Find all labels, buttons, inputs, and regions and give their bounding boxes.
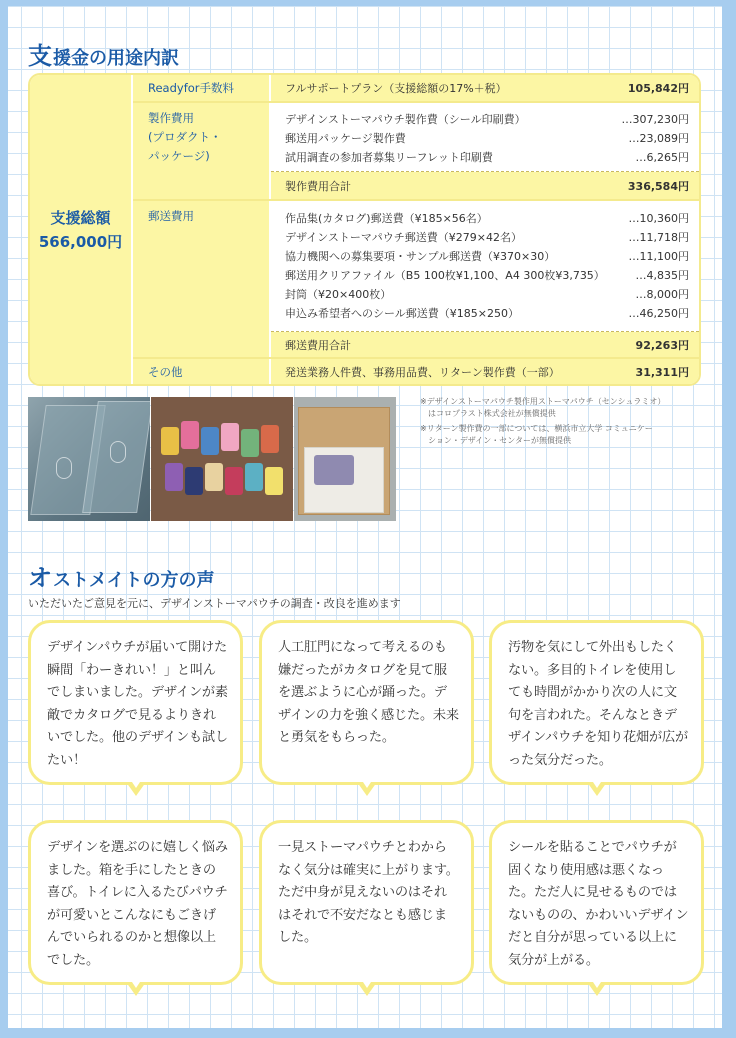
page-border-bottom <box>0 1028 736 1038</box>
voice-bubble <box>489 620 704 785</box>
item-amount: …11,100円 <box>628 250 689 263</box>
line-item <box>285 110 689 128</box>
photo-pouch-samples <box>151 397 293 521</box>
title-text: 援金の用途内訳 <box>53 48 179 69</box>
item-label: 郵送用パッケージ製作費 <box>285 132 406 145</box>
pouch-chip <box>205 463 223 491</box>
voice-bubble <box>28 620 243 785</box>
postage-total-row <box>271 332 699 357</box>
voice-bubble <box>259 620 474 785</box>
logo-shape <box>56 457 72 479</box>
bubble-tail <box>357 782 377 796</box>
pouch-chip <box>245 463 263 491</box>
note-line: ※リターン製作費の一部については、横浜市立大学 コミュニケー <box>420 424 653 433</box>
item-label: 協力機関への募集要項・サンプル郵送費（¥370×30） <box>285 250 556 263</box>
voice-text: シールを貼ることでパウチが固くなり使用感は悪くなった。ただ人に見せるものではないものの、かわいいデザインだと自分が思っている以上に気分が上がる。 <box>508 840 689 968</box>
subtotal-amount: 92,263円 <box>635 339 689 352</box>
item-amount: 105,842円 <box>627 82 689 95</box>
funding-breakdown-table <box>28 73 701 386</box>
line-item <box>285 79 689 97</box>
voice-bubble <box>259 820 474 985</box>
category-other <box>133 359 269 386</box>
line-item <box>285 148 689 166</box>
item-amount: …4,835円 <box>635 269 689 282</box>
row-other <box>271 359 699 386</box>
bubble-tail <box>357 982 377 996</box>
voices-subtitle: いただいたご意見を元に、デザインストーマパウチの調査・改良を進めます <box>28 597 401 610</box>
voice-text: デザインパウチが届いて開けた瞬間「わーきれい！」と叫んでしまいました。デザインが素敵でカタログで見るよりきれいでした。他のデザインも試したい！ <box>47 640 228 768</box>
subtotal-label: 製作費用合計 <box>285 180 351 193</box>
pouch-chip <box>161 427 179 455</box>
total-label: 支援総額 <box>50 208 111 227</box>
category-label: 製作費用 <box>148 111 194 125</box>
pouch-chip <box>181 421 199 449</box>
postage-items <box>271 201 699 329</box>
item-amount: …6,265円 <box>635 151 689 164</box>
title-initial: 支 <box>28 42 52 70</box>
category-readyfor <box>133 75 269 101</box>
note-line: はコロプラスト株式会社が無償提供 <box>420 409 556 418</box>
title-text: ストメイトの方の声 <box>53 570 215 591</box>
photo-shipping-box <box>294 397 396 521</box>
page-border-left <box>0 0 8 1038</box>
item-label: 郵送用クリアファイル（B5 100枚¥1,100、A4 300枚¥3,735） <box>285 269 605 282</box>
production-total-row <box>271 172 699 199</box>
logo-shape <box>110 441 126 463</box>
pouch-chip <box>221 423 239 451</box>
ostomate-voices-title <box>28 558 214 593</box>
page-border-right <box>722 0 736 1038</box>
category-production <box>133 103 269 199</box>
pouch-chip <box>185 467 203 495</box>
note-line: ※デザインストーマパウチ製作用ストーマパウチ（センシュラミオ） <box>420 397 666 406</box>
line-item <box>285 304 689 322</box>
item-label: デザインストーマパウチ製作費（シール印刷費） <box>285 113 526 126</box>
line-item <box>285 266 689 284</box>
item-amount: 31,311円 <box>635 366 689 379</box>
voice-text: デザインを選ぶのに嬉しく悩みました。箱を手にしたときの喜び。トイレに入るたびパウチが可愛いとこんなにもごきげんでいられるのかと想像以上でした。 <box>47 840 228 968</box>
line-item <box>285 209 689 227</box>
total-amount: 566,000円 <box>38 232 123 251</box>
line-item <box>285 247 689 265</box>
voice-text: 人工肛門になって考えるのも嫌だったがカタログを見て服を選ぶように心が踊った。デザインの力を強く感じた。未来と勇気をもらった。 <box>278 640 459 745</box>
subtotal-label: 郵送費用合計 <box>285 339 351 352</box>
note-line: ション・デザイン・センターが無償提供 <box>420 436 571 445</box>
bubble-tail <box>587 782 607 796</box>
production-items <box>271 103 699 169</box>
pouch-chip <box>225 467 243 495</box>
subtotal-line <box>285 336 689 354</box>
item-label: 試用調査の参加者募集リーフレット印刷費 <box>285 151 493 164</box>
row-readyfor <box>271 75 699 101</box>
item-label: 申込み希望者へのシール郵送費（¥185×250） <box>285 307 519 320</box>
item-amount: …307,230円 <box>621 113 689 126</box>
funding-breakdown-title <box>28 36 179 71</box>
bubble-tail <box>587 982 607 996</box>
voice-text: 汚物を気にして外出もしたくない。多目的トイレを使用しても時間がかかり次の人に文句を言われた。そんなときデザインパウチを知り花畑が広がった気分だった。 <box>508 640 688 768</box>
category-label: Readyfor手数料 <box>148 81 235 95</box>
pouch-chip <box>241 429 259 457</box>
category-label: 郵送費用 <box>148 209 194 223</box>
voice-bubble <box>28 820 243 985</box>
voice-text: 一見ストーマパウチとわからなく気分は確実に上がります。ただ中身が見えないのはそれはそれで不安だなとも感じました。 <box>278 840 459 945</box>
pouch-chip <box>261 425 279 453</box>
bubble-tail <box>126 782 146 796</box>
item-amount: …10,360円 <box>628 212 689 225</box>
pouch-chip <box>201 427 219 455</box>
item-label: 封筒（¥20×400枚） <box>285 288 392 301</box>
item-amount: …8,000円 <box>635 288 689 301</box>
voice-bubble <box>489 820 704 985</box>
category-label: その他 <box>148 365 183 379</box>
category-postage <box>133 201 269 357</box>
bubble-tail <box>126 982 146 996</box>
item-label: フルサポートプラン（支援総額の17%＋税） <box>285 82 507 95</box>
page-border-top <box>0 0 736 6</box>
category-label: パッケージ) <box>148 149 210 163</box>
pouch-chip <box>165 463 183 491</box>
line-item <box>285 228 689 246</box>
item-label: 発送業務人件費、事務用品費、リターン製作費（一部） <box>285 366 560 379</box>
line-item <box>285 129 689 147</box>
item-label: 作品集(カタログ)郵送費（¥185×56名） <box>285 212 488 225</box>
pouch-chip <box>265 467 283 495</box>
photo-catalog-boxes <box>28 397 150 521</box>
subtotal-line <box>285 177 689 195</box>
pouch-chip <box>314 455 354 485</box>
item-amount: …11,718円 <box>628 231 689 244</box>
line-item <box>285 285 689 303</box>
subtotal-amount: 336,584円 <box>627 180 689 193</box>
title-initial: オ <box>28 564 52 592</box>
item-amount: …23,089円 <box>628 132 689 145</box>
line-item <box>285 363 689 381</box>
category-label: (プロダクト・ <box>148 130 222 144</box>
total-cell <box>30 75 131 384</box>
item-amount: …46,250円 <box>628 307 689 320</box>
item-label: デザインストーマパウチ郵送費（¥279×42名） <box>285 231 522 244</box>
